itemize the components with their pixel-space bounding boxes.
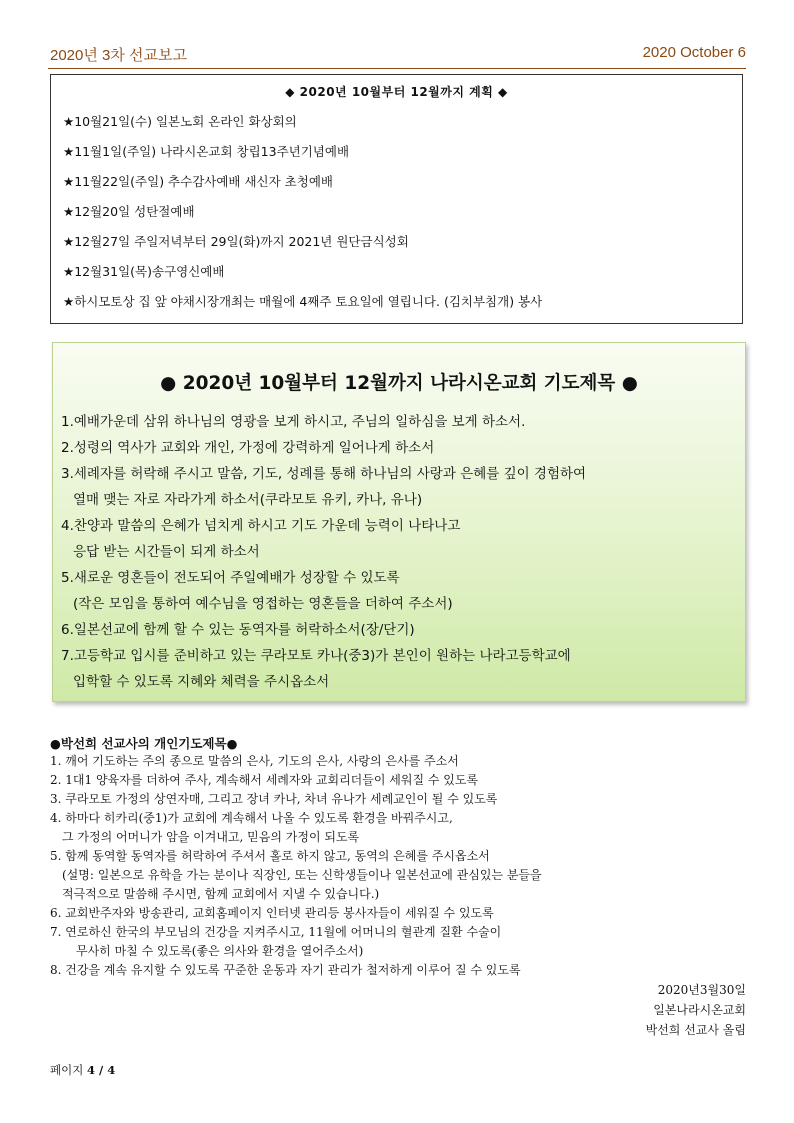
prayer-line: 7.고등학교 입시를 준비하고 있는 쿠라모토 카나(중3)가 본인이 원하는 나라고등학교에 xyxy=(61,648,571,664)
page-number xyxy=(50,1062,115,1078)
header-left-title: 2020년 3차 선교보고 xyxy=(50,47,187,64)
personal-line: 7. 연로하신 한국의 부모님의 건강을 지켜주시고, 11월에 어머니의 혈관계 질환 수술이 xyxy=(50,925,502,939)
plan-box xyxy=(50,74,743,324)
personal-line: 무사히 마칠 수 있도록(좋은 의사와 환경을 열어주소서) xyxy=(76,944,364,958)
plan-item: ★12월31일(목)송구영신예배 xyxy=(63,264,225,279)
church-prayer-box xyxy=(52,342,746,702)
signature-author: 박선희 선교사 올림 xyxy=(645,1023,746,1037)
personal-line: 8. 건강을 계속 유지할 수 있도록 꾸준한 운동과 자기 관리가 철저하게 이루어 질 수 있도록 xyxy=(50,963,521,977)
personal-prayer-list xyxy=(50,753,750,981)
header-date: 2020 October 6 xyxy=(642,44,746,61)
header-divider xyxy=(48,68,746,69)
signature-block xyxy=(646,981,746,1041)
prayer-line: 4.찬양과 말씀의 은혜가 넘치게 하시고 기도 가운데 능력이 나타나고 xyxy=(61,518,461,534)
personal-prayer-section xyxy=(50,734,750,981)
prayer-line: 1.예배가운데 삼위 하나님의 영광을 보게 하시고, 주님의 일하심을 보게 하소서. xyxy=(61,414,526,430)
prayer-line: 3.세례자를 허락해 주시고 말씀, 기도, 성례를 통해 하나님의 사랑과 은혜를 깊이 경험하여 xyxy=(61,466,587,482)
personal-line: 1. 깨어 기도하는 주의 종으로 말씀의 은사, 기도의 은사, 사랑의 은사를 주소서 xyxy=(50,754,459,768)
plan-list xyxy=(63,114,742,324)
page-label: 페이지 xyxy=(50,1063,84,1077)
prayer-line: 2.성령의 역사가 교회와 개인, 가정에 강력하게 일어나게 하소서 xyxy=(61,440,435,456)
plan-item: ★11월22일(주일) 추수감사예배 새신자 초청예배 xyxy=(63,174,333,189)
plan-item: ★하시모토상 집 앞 야채시장개최는 매월에 4째주 토요일에 열립니다. (김치부침개) 봉사 xyxy=(63,294,543,309)
church-prayer-title: ● 2020년 10월부터 12월까지 나라시온교회 기도제목 ● xyxy=(160,373,638,394)
prayer-line: 응답 받는 시간들이 되게 하소서 xyxy=(73,544,260,560)
plan-item: ★12월27일 주일저녁부터 29일(화)까지 2021년 원단금식성회 xyxy=(63,234,409,249)
page-count: 4 / 4 xyxy=(86,1063,116,1077)
personal-line: 적극적으로 말씀해 주시면, 함께 교회에서 지낼 수 있습니다.) xyxy=(62,887,380,901)
signature-church: 일본나라시온교회 xyxy=(653,1003,746,1017)
prayer-line: 5.새로운 영혼들이 전도되어 주일예배가 성장할 수 있도록 xyxy=(61,570,400,586)
prayer-line: 6.일본선교에 함께 할 수 있는 동역자를 허락하소서(장/단기) xyxy=(61,622,415,638)
personal-line: 3. 쿠라모토 가정의 상연자매, 그리고 장녀 카나, 차녀 유나가 세례교인이 될 수 있도록 xyxy=(50,792,498,806)
plan-item: ★11월1일(주일) 나라시온교회 창립13주년기념예배 xyxy=(63,144,350,159)
prayer-line: 열매 맺는 자로 자라가게 하소서(쿠라모토 유키, 카나, 유나) xyxy=(73,492,423,508)
personal-line: (설명: 일본으로 유학을 가는 분이나 직장인, 또는 신학생들이나 일본선교에 관심있는 분들을 xyxy=(62,868,542,882)
personal-line: 그 가정의 어머니가 암을 이겨내고, 믿음의 가정이 되도록 xyxy=(62,830,360,844)
signature-date: 2020년3월30일 xyxy=(657,983,746,997)
personal-line: 6. 교회반주자와 방송관리, 교회홈페이지 인터넷 관리등 봉사자들이 세워질 수 있도록 xyxy=(50,906,494,920)
prayer-line: (작은 모임을 통하여 예수님을 영접하는 영혼들을 더하여 주소서) xyxy=(73,596,453,612)
personal-line: 2. 1대1 양육자를 더하여 주사, 계속해서 세례자와 교회리더들이 세워질 수 있도록 xyxy=(50,773,479,787)
personal-prayer-title: ●박선희 선교사의 개인기도제목● xyxy=(50,736,238,751)
personal-line: 5. 함께 동역할 동역자를 허락하여 주셔서 홀로 하지 않고, 동역의 은혜를 주시옵소서 xyxy=(50,849,490,863)
prayer-line: 입학할 수 있도록 지혜와 체력을 주시옵소서 xyxy=(73,674,330,690)
church-prayer-list xyxy=(61,413,745,699)
plan-item: ★12월20일 성탄절예배 xyxy=(63,204,195,219)
personal-line: 4. 하마다 히카리(중1)가 교회에 계속해서 나올 수 있도록 환경을 바꿔주시고, xyxy=(50,811,453,825)
plan-item: ★10월21일(수) 일본노회 온라인 화상회의 xyxy=(63,114,297,129)
plan-title: ◆ 2020년 10월부터 12월까지 계획 ◆ xyxy=(285,85,508,99)
